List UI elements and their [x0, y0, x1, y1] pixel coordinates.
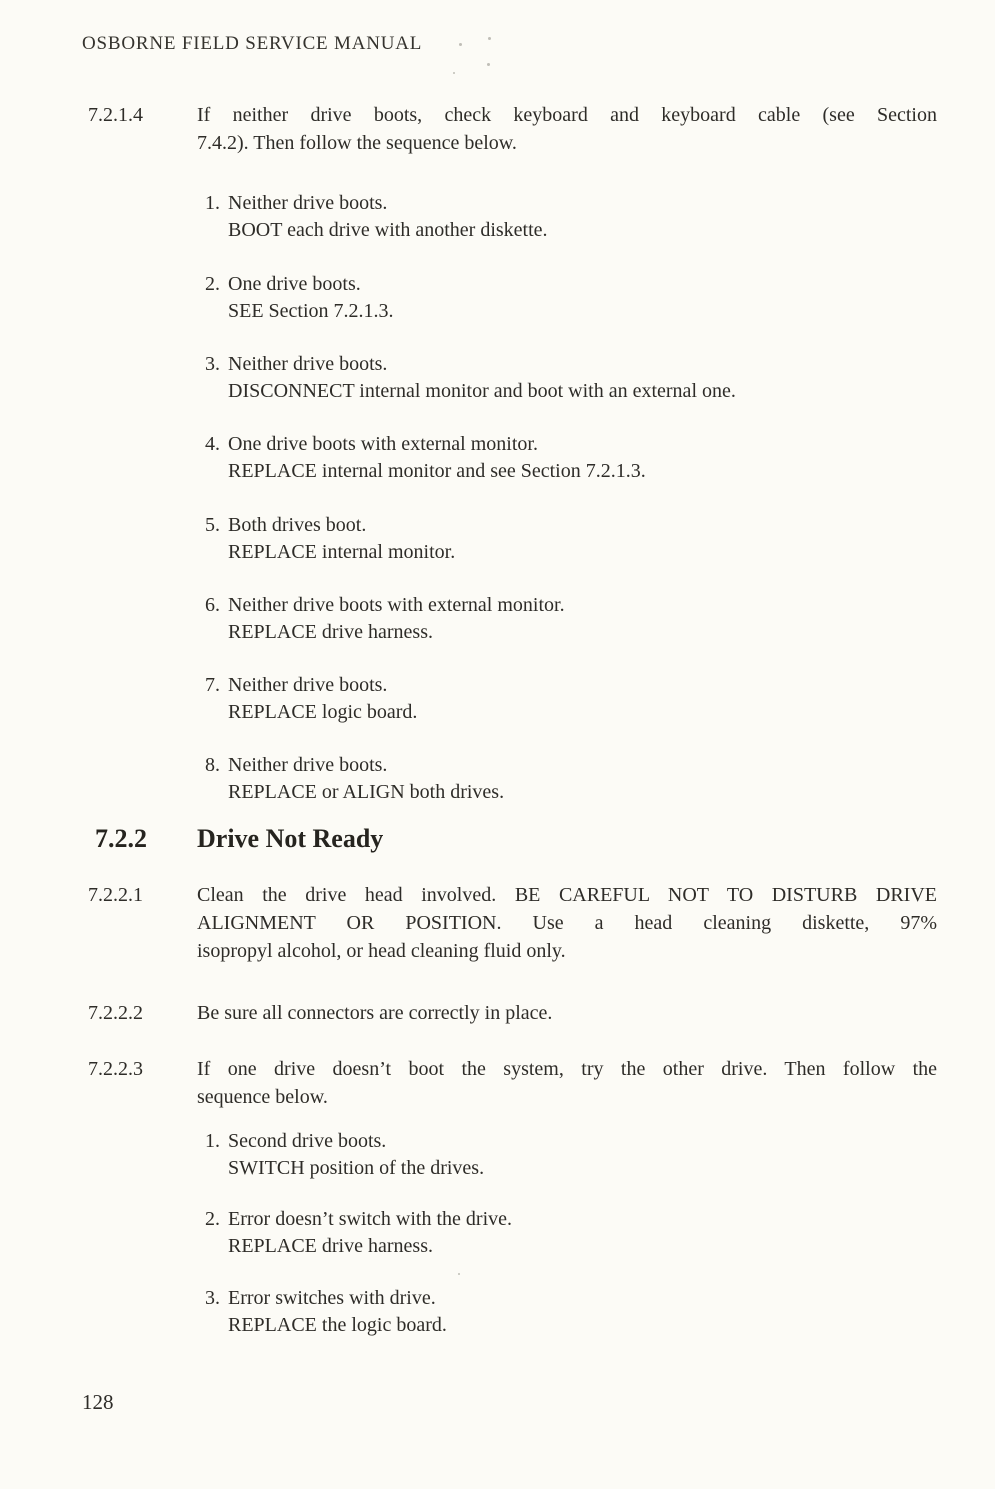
step-number: 2.	[205, 1208, 220, 1230]
step-condition: Neither drive boots.	[228, 674, 388, 696]
section-number: 7.2.2.3	[88, 1058, 143, 1080]
paragraph-line: sequence below.	[197, 1086, 328, 1108]
step-action: SEE Section 7.2.1.3.	[228, 300, 394, 322]
step-number: 7.	[205, 674, 220, 696]
step-condition: Error doesn’t switch with the drive.	[228, 1208, 513, 1230]
step-text	[228, 592, 565, 646]
paragraph-line: If one drive doesn’t boot the system, try the other drive. Then follow the	[197, 1058, 937, 1080]
scan-speck	[488, 37, 491, 40]
step-number: 3.	[205, 353, 220, 375]
step-number: 1.	[205, 1130, 220, 1152]
step-condition: Neither drive boots with external monitor.	[228, 594, 565, 616]
scan-speck	[458, 1273, 460, 1275]
scan-speck	[453, 72, 455, 74]
step-number: 8.	[205, 754, 220, 776]
step-text	[228, 512, 455, 566]
step-action: SWITCH position of the drives.	[228, 1157, 485, 1179]
step-item	[205, 1128, 484, 1182]
step-condition: Neither drive boots.	[228, 192, 388, 214]
step-action: REPLACE drive harness.	[228, 1235, 433, 1257]
section-7214	[88, 101, 937, 157]
section-heading-number: 7.2.2	[95, 824, 147, 853]
step-condition: One drive boots with external monitor.	[228, 433, 538, 455]
step-item	[205, 592, 565, 646]
step-action: REPLACE or ALIGN both drives.	[228, 781, 505, 803]
step-item	[205, 431, 646, 485]
step-item	[205, 752, 504, 806]
step-number: 2.	[205, 273, 220, 295]
section-number: 7.2.2.2	[88, 1002, 143, 1024]
step-number: 3.	[205, 1287, 220, 1309]
running-header-title: OSBORNE FIELD SERVICE MANUAL	[82, 33, 423, 54]
step-condition: Second drive boots.	[228, 1130, 387, 1152]
step-text	[228, 1206, 512, 1260]
step-action: REPLACE internal monitor and see Section 7.2.1.3.	[228, 460, 646, 482]
step-item	[205, 1285, 447, 1339]
step-action: REPLACE the logic board.	[228, 1314, 447, 1336]
section-heading	[95, 824, 383, 854]
section-number: 7.2.1.4	[88, 104, 143, 126]
step-number: 1.	[205, 192, 220, 214]
scan-speck	[487, 63, 490, 66]
paragraph-line: ALIGNMENT OR POSITION. Use a head cleaning diskette, 97%	[197, 912, 937, 934]
step-text	[228, 752, 504, 806]
section-number: 7.2.2.1	[88, 884, 143, 906]
section-paragraph	[197, 881, 937, 965]
section-paragraph	[197, 101, 937, 157]
page-number: 128	[82, 1390, 114, 1414]
step-item	[205, 672, 417, 726]
section-paragraph	[197, 1055, 937, 1111]
step-text	[228, 431, 646, 485]
step-item	[205, 1206, 512, 1260]
step-item	[205, 512, 455, 566]
step-text	[228, 672, 417, 726]
step-action: REPLACE internal monitor.	[228, 541, 456, 563]
step-text	[228, 1128, 484, 1182]
step-item	[205, 271, 394, 325]
step-action: REPLACE logic board.	[228, 701, 418, 723]
scan-speck	[459, 43, 462, 46]
section-heading-title: Drive Not Ready	[197, 824, 384, 853]
step-condition: Neither drive boots.	[228, 754, 388, 776]
step-condition: Both drives boot.	[228, 514, 367, 536]
step-text	[228, 271, 394, 325]
step-condition: Neither drive boots.	[228, 353, 388, 375]
step-item	[205, 351, 736, 405]
step-item	[205, 190, 548, 244]
section-7223	[88, 1055, 937, 1111]
paragraph-line: isopropyl alcohol, or head cleaning fluid only.	[197, 940, 566, 962]
step-action: DISCONNECT internal monitor and boot with an external one.	[228, 380, 736, 402]
step-number: 5.	[205, 514, 220, 536]
step-number: 6.	[205, 594, 220, 616]
paragraph-line: 7.4.2). Then follow the sequence below.	[197, 132, 517, 154]
paragraph-line: Clean the drive head involved. BE CAREFUL NOT TO DISTURB DRIVE	[197, 884, 937, 906]
step-text	[228, 351, 736, 405]
section-7221	[88, 881, 937, 965]
paragraph-line: If neither drive boots, check keyboard and keyboard cable (see Section	[197, 104, 937, 126]
step-action: BOOT each drive with another diskette.	[228, 219, 548, 241]
step-condition: One drive boots.	[228, 273, 361, 295]
step-condition: Error switches with drive.	[228, 1287, 436, 1309]
step-text	[228, 1285, 447, 1339]
section-paragraph	[197, 999, 937, 1027]
step-action: REPLACE drive harness.	[228, 621, 433, 643]
paragraph-line: Be sure all connectors are correctly in place.	[197, 1002, 553, 1024]
step-text	[228, 190, 548, 244]
step-number: 4.	[205, 433, 220, 455]
section-7222	[88, 999, 937, 1027]
